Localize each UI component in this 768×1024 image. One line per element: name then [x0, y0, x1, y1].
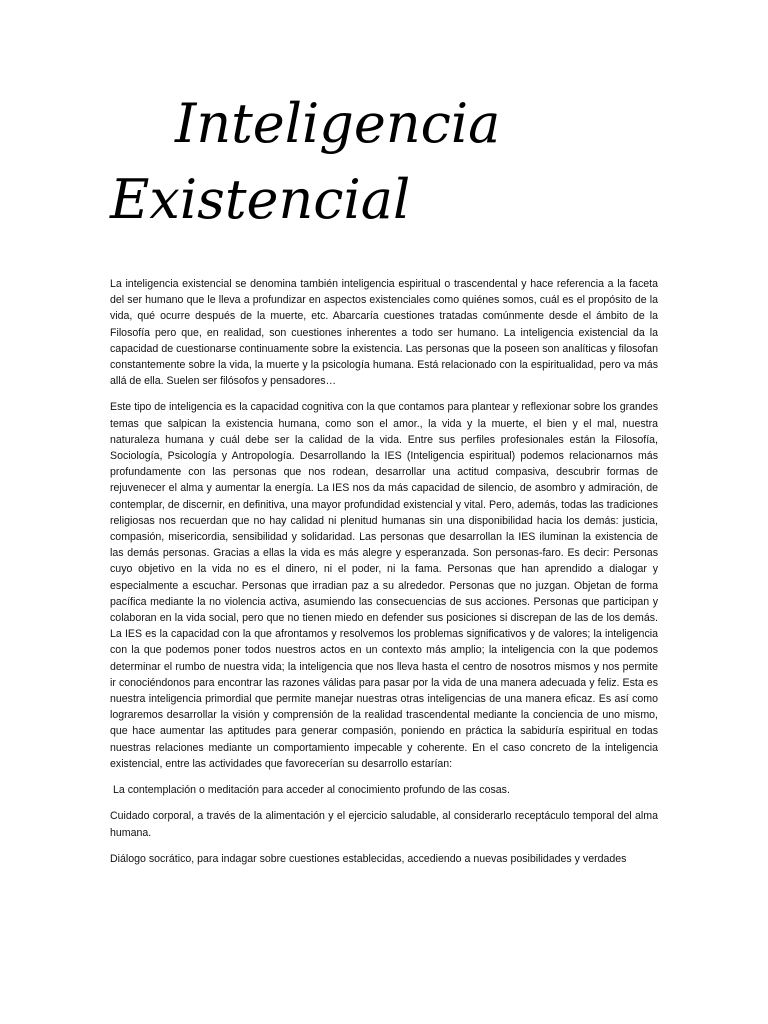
paragraph-contemplation: La contemplación o meditación para acceder al conocimiento profundo de las cosas. [113, 784, 510, 797]
paragraph-main: Este tipo de inteligencia es la capacidad cognitiva con la que contamos para plantear y reflexionar sobre los grandes temas que salpican la existencia humana, como son el amor., la vida y la muerte, el bien y el mal, nuestra naturaleza humana y cuál debe ser la calidad de la vida. Entre sus perfiles profesionales están la Filosofía, Sociología, Psicología y Antropología. Desarrollando la IES (Inteligencia espiritual) podemos relacionarnos más profundamente con las personas que nos rodean, desarrollar una actitud compasiva, descubrir formas de rejuvenecer el alma y aumentar la energía. La IES nos da más capacidad de silencio, de asombro y admiración, de contemplar, de discernir, en definitiva, una mayor profundidad existencial y vital. Pero, además, todas las tradiciones religiosas nos recuerdan que no hay calidad ni plenitud humanas sin una disponibilidad hacia los demás: justicia, compasión, misericordia, sensibilidad y solidaridad. Las personas que desarrollan la IES iluminan la existencia de las demás personas. Gracias a ellas la vida es más alegre y esperanzada. Son personas-faro. Es decir: Personas cuyo objetivo en la vida no es el dinero, ni el poder, ni la fama. Personas que han aprendido a dialogar y especialmente a escuchar. Personas que irradian paz a su alrededor. Personas que no juzgan. Objetan de forma pacífica mediante la no violencia activa, asumiendo las consecuencias de sus acciones. Personas que participan y colaboran en la vida social, pero que no tienen miedo en defender sus posiciones si discrepan de las de los demás. La IES es la capacidad con la que afrontamos y resolvemos los problemas significativos y de valores; la inteligencia con la que podemos poner todos nuestros actos en un contexto más amplio; la inteligencia con la que podemos determinar el rumbo de nuestra vida; la inteligencia que nos lleva hasta el centro de nosotros mismos y nos permite ir conociéndonos para encontrar las razones válidas para pasar por la vida de una manera adecuada y feliz. Esta es nuestra inteligencia primordial que permite manejar nuestras otras inteligencias de una manera eficaz. Es así como lograremos desarrollar la visión y comprensión de la realidad trascendental mediante la conciencia de uno mismo, que hace aumentar las aptitudes para generar compasión, poniendo en práctica la sabiduría espiritual en todas nuestras relaciones mediante un comportamiento impecable y coherente. En el caso concreto de la inteligencia existencial, entre las actividades que favorecerían su desarrollo estarían: [110, 401, 658, 770]
document-title-line-2: Existencial [110, 168, 411, 231]
paragraph-body-care: Cuidado corporal, a través de la alimentación y el ejercicio saludable, al considerarlo receptáculo temporal del alma humana. [110, 810, 658, 839]
document-title-line-1: Inteligencia [175, 92, 501, 155]
paragraph-intro: La inteligencia existencial se denomina también inteligencia espiritual o trascendental y hace referencia a la faceta del ser humano que le lleva a profundizar en aspectos existenciales como quiénes somos, cuál es el propósito de la vida, qué ocurre después de la muerte, etc. Abarcaría cuestiones tratadas comúnmente desde el ámbito de la Filosofía pero que, en realidad, son cuestiones inherentes a todo ser humano. La inteligencia existencial da la capacidad de cuestionarse continuamente sobre la existencia. Las personas que la poseen son analíticas y filosofan constantemente sobre la vida, la muerte y la psicología humana. Está relacionado con la espiritualidad, pero va más allá de ella. Suelen ser filósofos y pensadores… [110, 278, 658, 388]
document-body [110, 276, 658, 877]
paragraph-socratic-dialogue: Diálogo socrático, para indagar sobre cuestiones establecidas, accediendo a nuevas posibilidades y verdades [110, 852, 627, 865]
